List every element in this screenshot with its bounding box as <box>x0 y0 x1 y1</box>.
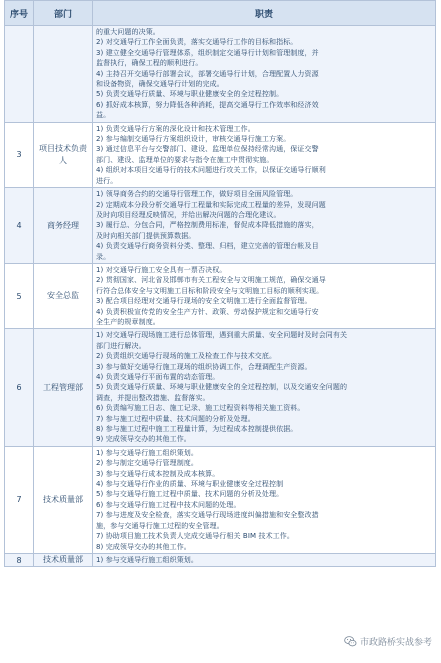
header-seq: 序号 <box>5 1 34 26</box>
duty-line: 8) 完成领导交办的其他工作。 <box>96 542 191 551</box>
duty-line: 3) 参与交通导行成本控制及成本核算。 <box>96 469 220 478</box>
row-dept: 工程管理部 <box>34 329 93 446</box>
row-seq: 3 <box>5 122 34 187</box>
row-dept: 安全总监 <box>34 263 93 328</box>
duty-line: 4) 负责交通导行商务资料分类、整理、归档，建立完善的管理台帐及目 <box>96 242 319 251</box>
duty-line: 3) 通过信息平台与交警部门、建设、监理单位保持经常沟通，保证交警 <box>96 145 319 154</box>
duty-line: 部门进行解决。 <box>96 341 146 350</box>
row-duties <box>93 188 436 264</box>
duty-line: 益。 <box>96 111 111 120</box>
duty-line: 1) 对交通导行施工安全具有一票否决权。 <box>96 265 227 274</box>
duty-line: 6) 抓好成本核算，努力降低各种消耗，提高交通导行工作效率和经济效 <box>96 100 319 109</box>
table-row <box>5 188 436 264</box>
table-body <box>5 26 436 567</box>
row-duties <box>93 446 436 553</box>
responsibility-table <box>4 0 436 567</box>
duty-line: 2) 参与制定交通导行管理制度。 <box>96 459 199 468</box>
duty-line: 1) 参与交通导行施工组织策划。 <box>96 555 199 564</box>
duty-line: 4) 参与交通导行作业的质量、环境与职业健康安全过程控制 <box>96 480 284 489</box>
duty-line: 4) 主持召开交通导行部署会议，部署交通导行计划，合理配置人力资源 <box>96 69 319 78</box>
duty-line: 2) 负责组织交通导行现场的施工及检查工作与技术交底。 <box>96 352 277 361</box>
row-seq: 6 <box>5 329 34 446</box>
duty-line: 监督执行，确保工程的顺利进行。 <box>96 59 203 68</box>
duty-line: 录。 <box>96 252 111 261</box>
watermark-text: 市政路桥实战参考 <box>359 638 432 648</box>
duty-line: 1) 负责交通导行方案的深化设计和技术管理工作。 <box>96 124 255 133</box>
duty-line: 1) 对交通导行现场施工进行总体管理，遇到重大质量、安全问题时及时会同有关 <box>96 331 348 340</box>
duty-line: 7) 协助项目施工技术负责人完成交通导行相关 BIM 技术工作。 <box>96 532 294 541</box>
table-header-row <box>5 1 436 26</box>
table-row <box>5 329 436 446</box>
duty-line: 3) 履行总、分包合同，严格控制费用标准，督促成本降低措施的落实， <box>96 221 319 230</box>
duty-line: 行符合总体安全与文明施工目标和阶段安全与文明施工目标的顺利实现。 <box>96 286 324 295</box>
row-dept: 商务经理 <box>34 188 93 264</box>
header-dept: 部门 <box>34 1 93 26</box>
row-duties <box>93 26 436 123</box>
row-duties <box>93 553 436 566</box>
duty-line: 进行。 <box>96 176 118 185</box>
duty-line: 6) 参与交通导行施工过程中技术问题的处理。 <box>96 500 241 509</box>
duty-line: 2) 定期成本分段分析交通导行工程量和实际完成工程量的差异，发现问题 <box>96 200 326 209</box>
wechat-icon <box>344 635 357 648</box>
duty-line: 3) 配合项目经理对交通导行现场的安全文明施工进行全面监督管理。 <box>96 297 312 306</box>
duty-line: 4) 组织对本项目交通导行的技术问题进行攻关工作，以保证交通导行顺利 <box>96 166 326 175</box>
duty-line: 3) 参与做好交通导行施工现场的组织协调工作，合理调配生产资源。 <box>96 362 312 371</box>
duty-line: 4) 负责积极宣传党的安全生产方针、政策、劳动保护规定和交通导行安 <box>96 307 319 316</box>
table-row <box>5 446 436 553</box>
row-duties <box>93 122 436 187</box>
duty-line: 7) 参与进度及安全检查，落实交通导行现场进度纠偏措施和安全整改措 <box>96 511 319 520</box>
duty-line: 1) 参与交通导行施工组织策划。 <box>96 448 199 457</box>
row-seq: 8 <box>5 553 34 566</box>
row-seq: 5 <box>5 263 34 328</box>
duty-line: 3) 建立健全交通导行管理体系，组织制定交通导行计划和管理制度，并 <box>96 48 319 57</box>
duty-line: 2) 参与编制交通导行方案组织设计，审核交通导行施工方案。 <box>96 135 291 144</box>
table-row <box>5 553 436 566</box>
duty-line: 2) 对交通导行工作全面负责，落实交通导行工作的目标和指标。 <box>96 38 298 47</box>
duty-line: 4) 负责交通导行平面布置的动态管理。 <box>96 373 220 381</box>
table-row <box>5 263 436 328</box>
table-row <box>5 26 436 123</box>
duty-line: 1) 领导商务合约的交通导行管理工作，做好项目全面风险管理。 <box>96 190 298 199</box>
row-seq: 4 <box>5 188 34 264</box>
duty-line: 7) 参与施工过程中质量、技术问题的分析及处理。 <box>96 414 255 423</box>
header-duties: 职责 <box>93 1 436 26</box>
duty-line: 调查，并提出整改措施、监督落实。 <box>96 393 210 402</box>
duty-line: 的重大问题的决策。 <box>96 28 160 36</box>
duty-line: 施，参与交通导行施工过程的安全管理。 <box>96 521 224 530</box>
row-seq <box>5 26 34 123</box>
table-row <box>5 122 436 187</box>
duty-line: 9) 完成领导交办的其他工作。 <box>96 435 191 444</box>
row-dept: 项目技术负责人 <box>34 122 93 187</box>
duty-line: 及时向项目经理反映情况，并给出解决问题的合理化建议。 <box>96 210 281 219</box>
duty-line: 6) 负责编写施工日志、施工记录、施工过程资料等相关施工资料。 <box>96 404 305 413</box>
duty-line: 8) 参与施工过程中施工工程量计算，为过程成本控制提供依据。 <box>96 425 298 434</box>
duty-line: 及时向相关部门提供预算数据。 <box>96 231 196 240</box>
row-dept <box>34 26 93 123</box>
duty-line: 2) 贯彻国家、河北省及邯郸市有关工程安全与文明施工规范，确保交通导 <box>96 276 326 285</box>
duty-line: 部门、建设、监理单位的要求与指令在施工中贯彻实施。 <box>96 155 274 164</box>
row-dept: 技术质量部 <box>34 446 93 553</box>
row-seq: 7 <box>5 446 34 553</box>
row-duties <box>93 329 436 446</box>
duty-line: 全生产的规章制度。 <box>96 317 160 326</box>
duty-line: 5) 负责交通导行质量、环境与职业健康安全的全过程控制，以及交通安全问题的 <box>96 383 348 392</box>
watermark <box>341 634 435 649</box>
row-dept: 技术质量部 <box>34 553 93 566</box>
duty-line: 5) 参与交通导行施工过程中质量、技术问题的分析及处理。 <box>96 490 284 499</box>
duty-line: 和设备物资，确保交通导行计划的完成。 <box>96 80 224 89</box>
row-duties <box>93 263 436 328</box>
duty-line: 5) 负责交通导行质量、环境与职业健康安全的全过程控制。 <box>96 90 284 99</box>
